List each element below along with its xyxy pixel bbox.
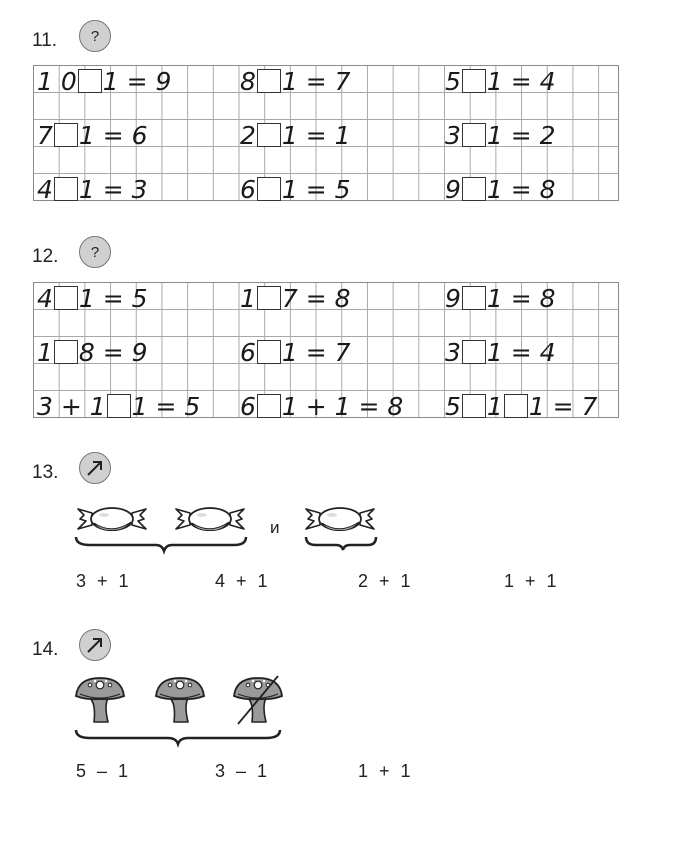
- question-mark: ?: [90, 27, 100, 45]
- mushroom-1-icon: [76, 678, 124, 722]
- answer-box[interactable]: [462, 340, 486, 364]
- arrow-up-right-icon: [83, 633, 107, 657]
- answer-box[interactable]: [257, 340, 281, 364]
- candy-1-icon: [78, 508, 146, 531]
- task-11-expr-2: 8 1 = 7: [240, 67, 351, 96]
- task-12-expr-6: 3 1 = 4: [445, 338, 556, 367]
- task-12-expr-3: 9 1 = 8: [445, 284, 556, 313]
- question-mark: ?: [90, 243, 100, 261]
- task-11-expr-8: 6 1 = 5: [240, 175, 351, 204]
- answer-box[interactable]: [504, 394, 528, 418]
- answer-box[interactable]: [54, 177, 78, 201]
- task-12-number: 12.: [32, 246, 59, 267]
- task-11-expr-6: 3 1 = 2: [445, 121, 556, 150]
- arrow-up-right-icon: [83, 456, 107, 480]
- task-14-option-1[interactable]: 5 – 1: [76, 761, 129, 781]
- task-11-expr-7: 4 1 = 3: [37, 175, 148, 204]
- task-12-expr-7: 3 + 1 1 = 5: [37, 392, 201, 421]
- task-12-expr-9: 5 1 1 = 7: [445, 392, 598, 421]
- task-11-expr-9: 9 1 = 8: [445, 175, 556, 204]
- answer-box[interactable]: [462, 177, 486, 201]
- task-11-expr-4: 7 1 = 6: [37, 121, 148, 150]
- answer-box[interactable]: [462, 286, 486, 310]
- answer-box[interactable]: [257, 394, 281, 418]
- candy-3-icon: [306, 508, 374, 531]
- task-12-expr-2: 1 7 = 8: [240, 284, 351, 313]
- task-12-expr-1: 4 1 = 5: [37, 284, 148, 313]
- task-11-question-icon: [79, 20, 111, 52]
- task-14-option-3[interactable]: 1 + 1: [358, 761, 411, 781]
- task-11-expr-3: 5 1 = 4: [445, 67, 556, 96]
- task-13-arrow-up-right-icon: [79, 452, 111, 484]
- mushrooms-picture: [70, 672, 290, 748]
- task-11-expr-5: 2 1 = 1: [240, 121, 351, 150]
- conjunction-label: и: [270, 518, 280, 537]
- task-11-number: 11.: [32, 30, 58, 51]
- answer-box[interactable]: [462, 394, 486, 418]
- task-11-expr-1: 1 0 1 = 9: [37, 67, 172, 96]
- answer-box[interactable]: [54, 123, 78, 147]
- task-12-expr-8: 6 1 + 1 = 8: [240, 392, 404, 421]
- candy-2-icon: [176, 508, 244, 531]
- answer-box[interactable]: [257, 69, 281, 93]
- task-13-number: 13.: [32, 462, 59, 483]
- task-12-expr-5: 6 1 = 7: [240, 338, 351, 367]
- task-12-question-icon: [79, 236, 111, 268]
- task-13-option-2[interactable]: 4 + 1: [215, 571, 268, 591]
- answer-box[interactable]: [462, 123, 486, 147]
- mushroom-3-crossed-icon: [234, 676, 282, 724]
- candies-picture: [70, 495, 390, 555]
- task-14-number: 14.: [32, 639, 59, 660]
- task-13-option-1[interactable]: 3 + 1: [76, 571, 129, 591]
- answer-box[interactable]: [257, 286, 281, 310]
- mushroom-2-icon: [156, 678, 204, 722]
- task-13-option-4[interactable]: 1 + 1: [504, 571, 557, 591]
- answer-box[interactable]: [462, 69, 486, 93]
- answer-box[interactable]: [257, 177, 281, 201]
- answer-box[interactable]: [107, 394, 131, 418]
- task-14-option-2[interactable]: 3 – 1: [215, 761, 268, 781]
- task-13-option-3[interactable]: 2 + 1: [358, 571, 411, 591]
- answer-box[interactable]: [257, 123, 281, 147]
- task-12-expr-4: 1 8 = 9: [37, 338, 148, 367]
- answer-box[interactable]: [54, 340, 78, 364]
- answer-box[interactable]: [54, 286, 78, 310]
- task-14-arrow-up-right-icon: [79, 629, 111, 661]
- answer-box[interactable]: [78, 69, 102, 93]
